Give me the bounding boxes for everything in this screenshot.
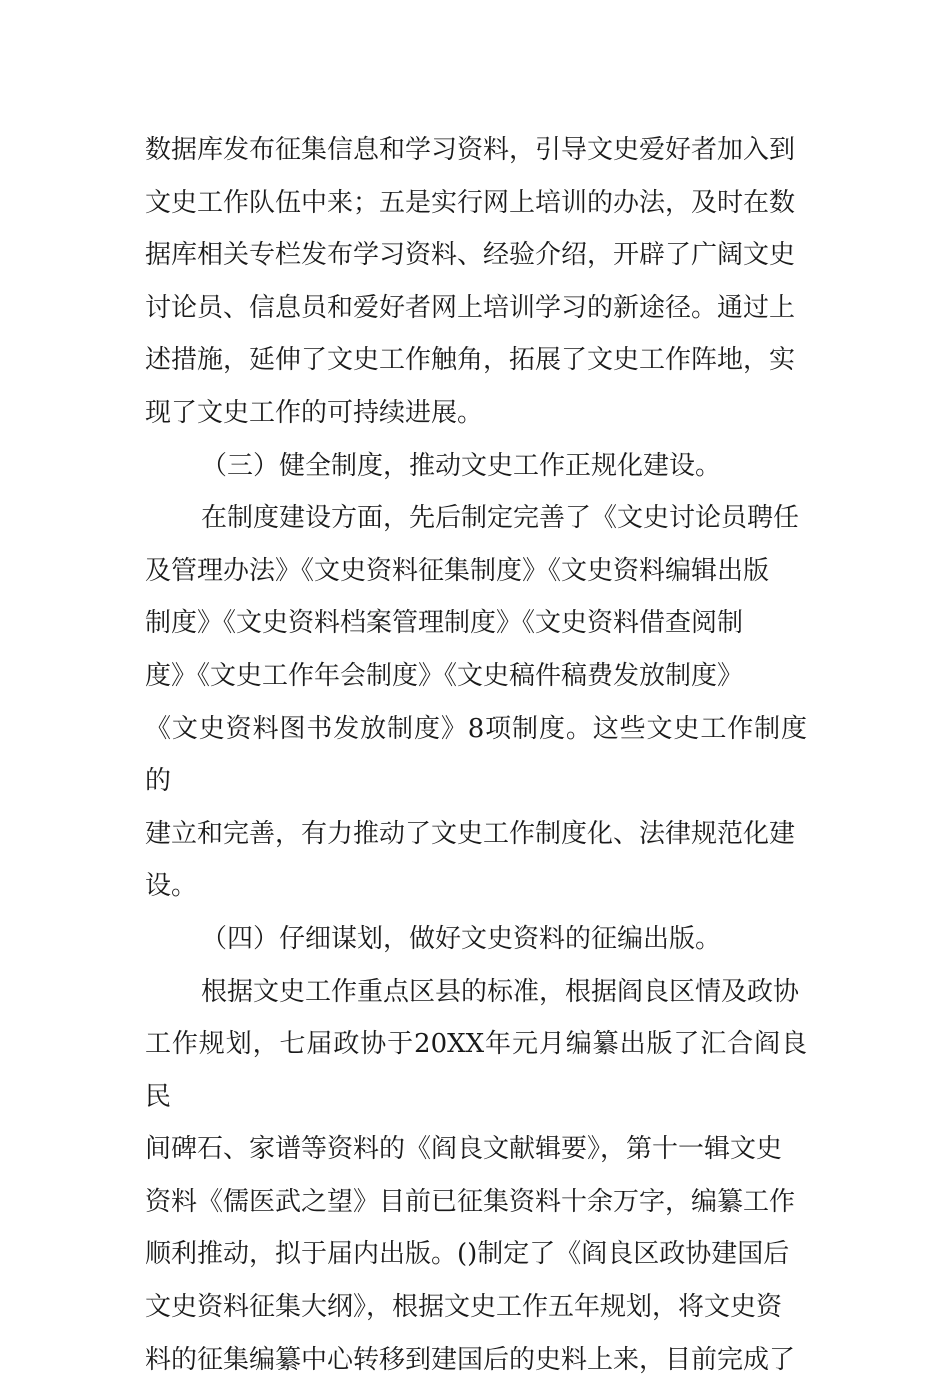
paragraph-line: 《文史资料图书发放制度》8项制度。这些文史工作制度的: [145, 713, 807, 797]
paragraph-line: 讨论员、信息员和爱好者网上培训学习的新途径。通过上: [145, 292, 796, 323]
section-heading-line: （三）健全制度，推动文史工作正规化建设。: [201, 450, 722, 481]
paragraph-line: 现了文史工作的可持续进展。: [145, 397, 484, 428]
paragraph-line: 料的征集编纂中心转移到建国后的史料上来，目前完成了: [145, 1344, 796, 1375]
paragraph-line: 资料《儒医武之望》目前已征集资料十余万字，编纂工作: [145, 1186, 796, 1217]
paragraph-line: 数据库发布征集信息和学习资料，引导文史爱好者加入到: [145, 135, 796, 165]
document-body: [145, 124, 807, 1386]
paragraph-line: 述措施，延伸了文史工作触角，拓展了文史工作阵地，实: [145, 345, 796, 376]
paragraph-line: 根据文史工作重点区县的标准，根据阎良区情及政协: [201, 976, 800, 1007]
paragraph-line: 顺利推动，拟于届内出版。()制定了《阎良区政协建国后: [145, 1239, 790, 1270]
paragraph-line: 建立和完善，有力推动了文史工作制度化、法律规范化建: [145, 818, 796, 849]
paragraph-line: 度》《文史工作年会制度》《文史稿件稿费发放制度》: [145, 660, 744, 691]
paragraph-line: 在制度建设方面，先后制定完善了《文史讨论员聘任: [201, 503, 800, 534]
paragraph-line: 据库相关专栏发布学习资料、经验介绍，开辟了广阔文史: [145, 240, 796, 271]
paragraph-line: 间碑石、家谱等资料的《阎良文献辑要》，第十一辑文史: [145, 1134, 783, 1165]
paragraph-line: 设。: [145, 871, 198, 902]
paragraph-line: 及管理办法》《文史资料征集制度》《文史资料编辑出版: [145, 555, 770, 586]
paragraph-line: 文史资料征集大纲》，根据文史工作五年规划，将文史资: [145, 1292, 783, 1323]
paragraph-line: 工作规划，七届政协于20XX年元月编纂出版了汇合阎良民: [145, 1029, 807, 1112]
paragraph-line: 制度》《文史资料档案管理制度》《文史资料借查阅制: [145, 608, 744, 639]
section-heading-line: （四）仔细谋划，做好文史资料的征编出版。: [201, 923, 722, 954]
paragraph-line: 文史工作队伍中来；五是实行网上培训的办法，及时在数: [145, 187, 796, 218]
